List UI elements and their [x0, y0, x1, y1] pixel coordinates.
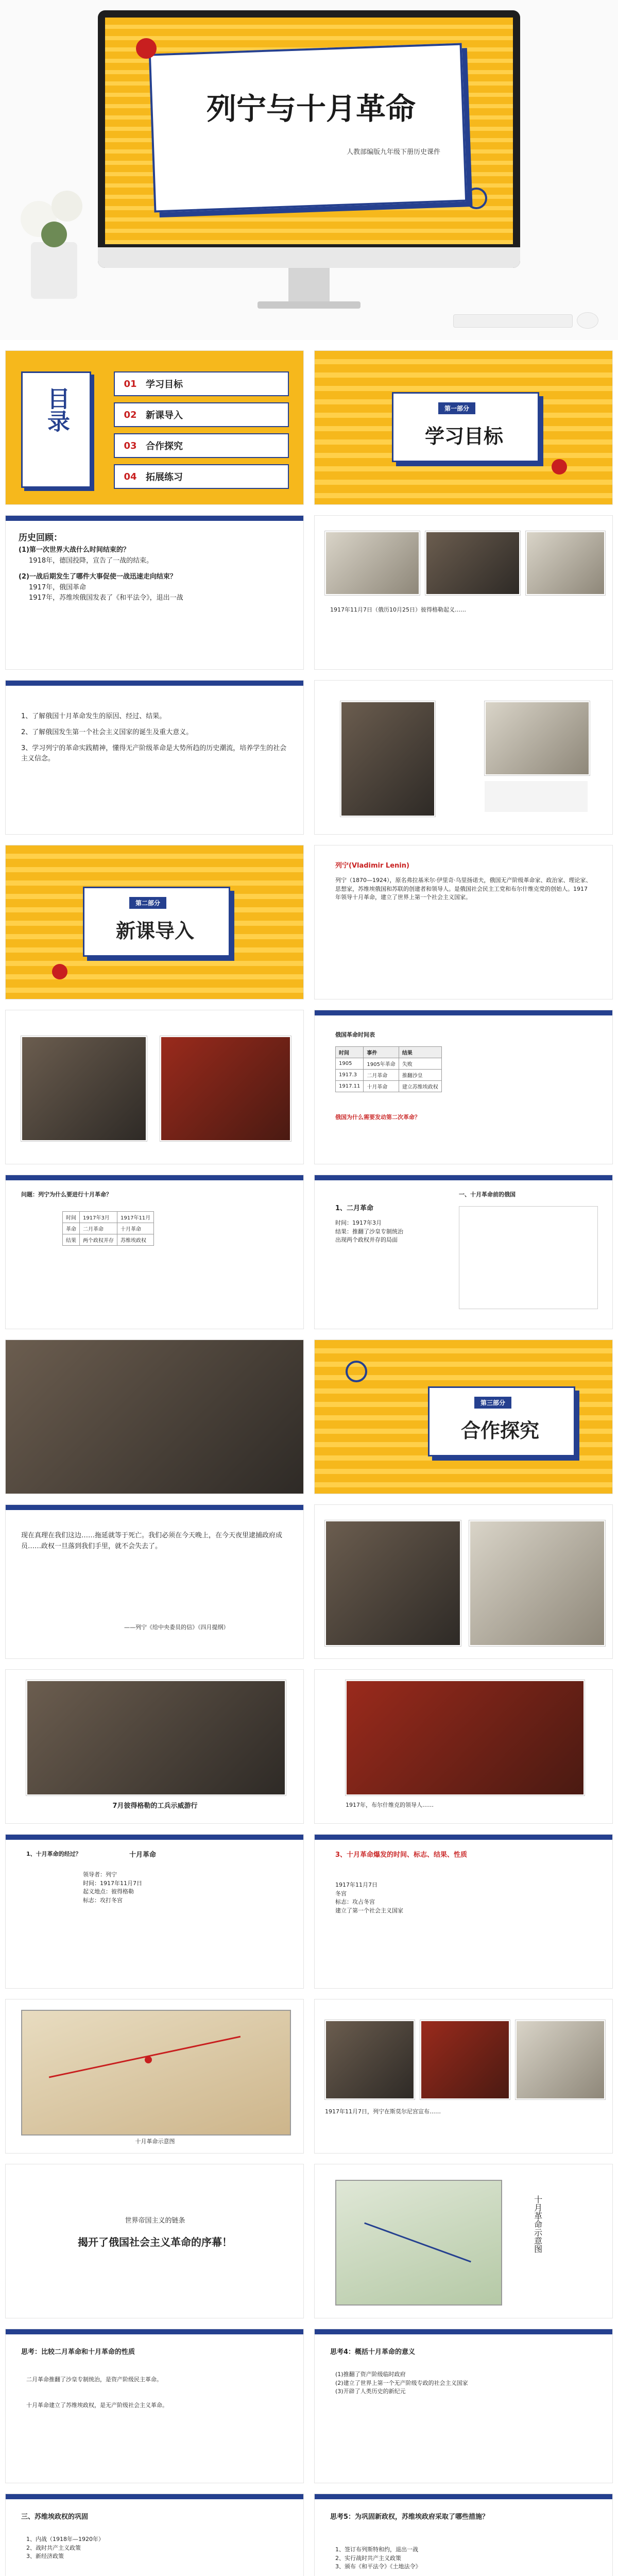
- photo-slide-3: [314, 1504, 613, 1659]
- table-cell: 革命: [63, 1223, 80, 1234]
- oct-events-line: 1917年11月7日: [335, 1882, 377, 1888]
- quote-source: ——列宁《给中央委员的信》（四月提纲）: [124, 1624, 229, 1631]
- policy-slide: [314, 2494, 613, 2576]
- table-cell: 1905: [336, 1058, 364, 1070]
- historical-photo: [516, 2020, 605, 2099]
- photo-caption: 7月彼得格勒的工兵示威游行: [112, 1802, 198, 1810]
- table-header: 事件: [364, 1047, 399, 1058]
- top-bar: [315, 1835, 612, 1840]
- toc-item[interactable]: [114, 464, 289, 489]
- top-bar: [6, 1505, 303, 1510]
- monitor-screen: [105, 18, 513, 244]
- toc-item-label: 学习目标: [146, 379, 183, 390]
- table-cell: 时间: [63, 1212, 80, 1223]
- table-cell: 二月革命: [364, 1070, 399, 1081]
- goal-item: 2、了解俄国发生第一个社会主义国家的诞生及重大意义。: [21, 728, 193, 736]
- top-bar: [6, 1835, 303, 1840]
- bio-slide: [314, 845, 613, 999]
- soviet-slide: [5, 2494, 304, 2576]
- quote-slide: [5, 1504, 304, 1659]
- table-row: [336, 1058, 442, 1070]
- plant-pot: [31, 242, 77, 299]
- soviet-item: 3、新经济政策: [26, 2553, 64, 2560]
- oct-events-slide: [314, 1834, 613, 1989]
- section-slide-3: [314, 1340, 613, 1494]
- oct-items: [83, 1871, 217, 1905]
- section-title: 学习目标: [424, 425, 503, 448]
- review-content: [19, 531, 291, 604]
- section-tag: 第二部分: [129, 897, 166, 909]
- table-caption: 俄国革命时间表: [335, 1031, 375, 1038]
- table-row: [63, 1234, 154, 1246]
- historical-photo: [160, 1036, 291, 1141]
- photo-slide-2: [5, 1340, 304, 1494]
- policy-item: 2、实行战时共产主义政策: [335, 2554, 401, 2562]
- map-side-caption: 十月革命示意图: [533, 2195, 543, 2253]
- history-table: [335, 1046, 442, 1092]
- review-q2: (2)一战后期发生了哪件大事促使一战迅速走向结束？: [19, 572, 177, 581]
- cover-subtitle: 人教部编版九年级下册历史课件: [346, 148, 440, 156]
- table-row: [336, 1081, 442, 1092]
- map-slide: [5, 1999, 304, 2154]
- table-cell: 1917.11: [336, 1081, 364, 1092]
- significance-line2: 揭开了俄国社会主义革命的序幕！: [78, 2236, 232, 2248]
- oct-events-heading: 3、十月革命爆发的时间、标志、结果、性质: [335, 1851, 468, 1859]
- feb-item: 时间：1917年3月: [335, 1219, 382, 1226]
- toc-item[interactable]: [114, 402, 289, 427]
- table-cell: 结果: [63, 1234, 80, 1246]
- compare-a2: 十月革命建立了苏维埃政权，是无产阶级社会主义革命。: [26, 2402, 168, 2409]
- discuss-slide: [5, 1175, 304, 1329]
- monitor-frame: [98, 10, 520, 268]
- photos-slide: [5, 1010, 304, 1164]
- goal-item: 3、学习列宁的革命实践精神，懂得无产阶级革命是大势所趋的历史潮流，培养学生的社会主义信念。: [21, 744, 287, 763]
- oct-rev-slide: [5, 1834, 304, 1989]
- quote-text: 现在真理在我们这边……拖延就等于死亡。我们必须在今天晚上，在今天夜里逮捕政府成员……政权一旦落到我们手里，就不会失去了。: [21, 1532, 283, 1550]
- photo-caption: 1917年，布尔什维克的领导人……: [346, 1802, 434, 1808]
- qref-item: (2)建立了世界上第一个无产阶级专政的社会主义国家: [335, 2379, 468, 2386]
- historical-photo: [425, 531, 520, 595]
- map-image: [21, 2010, 291, 2136]
- map-caption: 十月革命示意图: [135, 2138, 175, 2145]
- table-slide: [314, 1010, 613, 1164]
- compare-slide: [5, 2329, 304, 2483]
- mouse: [577, 312, 598, 329]
- table-cell: 1905年革命: [364, 1058, 399, 1070]
- table-cell: 建立苏维埃政权: [399, 1081, 441, 1092]
- table-cell: 苏维埃政权: [117, 1234, 154, 1246]
- bio-heading: 列宁(Vladimir Lenin): [335, 862, 409, 870]
- discuss-heading: 问题：列宁为什么要进行十月革命？: [21, 1191, 112, 1198]
- feb-item: 结果：推翻了沙皇专制统治: [335, 1228, 403, 1235]
- table-cell: 十月革命: [364, 1081, 399, 1092]
- review-heading: 历史回顾：: [19, 533, 62, 543]
- oct-events-lines: [335, 1881, 593, 1915]
- monitor-base: [258, 301, 360, 309]
- table-row: [63, 1212, 154, 1223]
- oct-events-line: 标志：攻占冬宫: [335, 1899, 375, 1905]
- oct-item: 领导者：列宁: [83, 1871, 117, 1878]
- cover-title: 列宁与十月革命: [206, 91, 416, 126]
- toc-item[interactable]: [114, 433, 289, 458]
- feb-sub: 一、十月革命前的俄国: [459, 1191, 516, 1198]
- top-bar: [315, 1175, 612, 1180]
- section-title: 合作探究: [460, 1419, 539, 1442]
- plant-leaf: [41, 222, 67, 247]
- portrait-slide: [314, 680, 613, 835]
- qref-items: [335, 2370, 593, 2396]
- top-bar: [6, 2329, 303, 2334]
- review-a2-1: 1917年，俄国革命: [29, 583, 87, 591]
- policy-heading: 思考5：为巩固新政权，苏维埃政府采取了哪些措施？: [330, 2513, 489, 2521]
- soviet-items: [26, 2535, 284, 2561]
- soviet-item: 2、战时共产主义政策: [26, 2544, 81, 2551]
- historical-photo: [526, 531, 605, 595]
- top-bar: [315, 2494, 612, 2499]
- goals-list: [21, 711, 289, 765]
- cover-blob: [149, 43, 467, 212]
- table-header: 时间: [336, 1047, 364, 1058]
- historical-photo: [346, 1680, 585, 1795]
- qref-item: (3)开辟了人类历史的新纪元: [335, 2388, 406, 2395]
- plant-flower: [52, 191, 82, 222]
- toc-item[interactable]: [114, 371, 289, 396]
- significance-slide: [5, 2164, 304, 2318]
- photo-caption-box: [485, 781, 588, 812]
- historical-photo: [325, 1520, 461, 1646]
- qref-item: (1)推翻了资产阶级临时政府: [335, 2371, 406, 2378]
- photo-row-slide: [314, 1999, 613, 2154]
- table-row: [63, 1223, 154, 1234]
- toc-item-num: 01: [124, 378, 137, 389]
- section-title: 新课导入: [115, 920, 194, 942]
- photo-slide-1: [314, 515, 613, 670]
- goal-item: 1、了解俄国十月革命发生的原因、经过、结果。: [21, 713, 166, 720]
- historical-photo: [6, 1340, 303, 1494]
- table-cell: 二月革命: [80, 1223, 117, 1234]
- policy-item: 1、签订布列斯特和约，退出一战: [335, 2546, 418, 2553]
- soviet-item: 1、内战（1918年—1920年）: [26, 2536, 104, 2543]
- toc-list: [114, 371, 289, 489]
- monitor-chin: [98, 247, 520, 268]
- compare-a1: 二月革命推翻了沙皇专制统治，是资产阶级民主革命。: [26, 2376, 162, 2383]
- table-cell: 1917年3月: [80, 1212, 117, 1223]
- top-bar: [315, 2329, 612, 2334]
- toc-item-num: 02: [124, 409, 137, 420]
- bio-text: 列宁（1870—1924），原名弗拉基米尔·伊里奇·乌里扬诺夫，俄国无产阶级革命家、政治家、理论家、思想家，苏维埃俄国和苏联的创建者和领导人。是俄国社会民主工党和布尔什维克党的创始人。1917年领导十月革命，建立了世界上第一个社会主义国家。: [335, 877, 592, 901]
- table-cell: 1917.3: [336, 1070, 364, 1081]
- photo-caption: 1917年11月7日，列宁在斯莫尔尼宫宣布……: [325, 2108, 441, 2115]
- top-bar: [6, 681, 303, 686]
- toc-item-num: 04: [124, 471, 137, 482]
- top-bar: [6, 516, 303, 521]
- table-row: [336, 1070, 442, 1081]
- historical-photo: [325, 531, 420, 595]
- section-tag: 第一部分: [438, 402, 475, 414]
- photo-caption: 1917年11月7日（俄历10月25日）彼得格勒起义……: [330, 606, 466, 613]
- goals-slide: [5, 680, 304, 835]
- historical-photo: [469, 1520, 605, 1646]
- qref-slide: [314, 2329, 613, 2483]
- decor-circle: [52, 964, 67, 979]
- leader-slide: [314, 1669, 613, 1824]
- section-slide-2: [5, 845, 304, 999]
- map-marker: [145, 2056, 152, 2063]
- compare-q: 思考：比较二月革命和十月革命的性质: [21, 2348, 135, 2356]
- toc-label: 目录: [43, 387, 70, 432]
- decor-circle: [346, 1361, 367, 1382]
- decor-circle: [466, 188, 487, 209]
- monitor-neck: [288, 268, 330, 304]
- policy-item: 3、颁布《和平法令》《土地法令》: [335, 2563, 421, 2570]
- oct-item: 起义地点：彼得格勒: [83, 1888, 134, 1895]
- toc-item-label: 拓展练习: [146, 472, 183, 483]
- toc-item-label: 合作探究: [146, 441, 183, 452]
- feb-rev-slide: [314, 1175, 613, 1329]
- historical-photo: [21, 1036, 147, 1141]
- oct-q: 1、十月革命的经过？: [26, 1851, 81, 1857]
- section-tag: 第三部分: [474, 1397, 511, 1409]
- review-a2-2: 1917年，苏维埃俄国发表了《和平法令》，退出一战: [29, 594, 183, 602]
- decor-circle: [552, 459, 567, 474]
- feb-heading: 1、二月革命: [335, 1205, 374, 1212]
- toc-slide: [5, 350, 304, 505]
- qref-q: 思考4：概括十月革命的意义: [330, 2348, 416, 2356]
- map-slide-2: [314, 2164, 613, 2318]
- section-slide-1: [314, 350, 613, 505]
- policy-items: [335, 2546, 593, 2571]
- table-header: 结果: [399, 1047, 441, 1058]
- significance-line1: 世界帝国主义的链条: [125, 2217, 185, 2225]
- oct-events-line: 建立了第一个社会主义国家: [335, 1907, 403, 1914]
- lenin-portrait: [340, 701, 435, 817]
- review-q1: (1)第一次世界大战什么时间结束的？: [19, 546, 130, 554]
- historical-photo: [485, 701, 590, 775]
- table-question: 俄国为什么需要发动第二次革命？: [335, 1114, 420, 1121]
- feb-items: [335, 1219, 449, 1245]
- table-cell: 两个政权并存: [80, 1234, 117, 1246]
- demo-slide: [5, 1669, 304, 1824]
- top-bar: [6, 2494, 303, 2499]
- cover-section: [0, 0, 618, 340]
- soviet-heading: 三、苏维埃政权的巩固: [21, 2513, 89, 2521]
- table-cell: 十月革命: [117, 1223, 154, 1234]
- discuss-table: [62, 1211, 154, 1246]
- decor-circle: [136, 38, 157, 59]
- table-cell: 失败: [399, 1058, 441, 1070]
- top-bar: [315, 1010, 612, 1015]
- feb-notes-box: [459, 1206, 598, 1309]
- top-bar: [6, 1175, 303, 1180]
- historical-photo: [26, 1680, 286, 1795]
- oct-item: 标志：攻打冬宫: [83, 1896, 123, 1904]
- keyboard: [453, 314, 573, 328]
- oct-item: 时间：1917年11月7日: [83, 1879, 142, 1887]
- historical-photo: [325, 2020, 415, 2099]
- toc-item-num: 03: [124, 440, 137, 451]
- toc-item-label: 新课导入: [146, 410, 183, 421]
- table-cell: 1917年11月: [117, 1212, 154, 1223]
- oct-heading: 十月革命: [129, 1851, 157, 1859]
- table-cell: 推翻沙皇: [399, 1070, 441, 1081]
- table-header-row: [336, 1047, 442, 1058]
- feb-item: 出现两个政权并存的局面: [335, 1236, 398, 1243]
- historical-photo: [420, 2020, 510, 2099]
- oct-events-line: 冬宫: [335, 1890, 347, 1897]
- review-a1: 1918年，德国投降，宣告了一战的结束。: [29, 556, 153, 565]
- review-slide: [5, 515, 304, 670]
